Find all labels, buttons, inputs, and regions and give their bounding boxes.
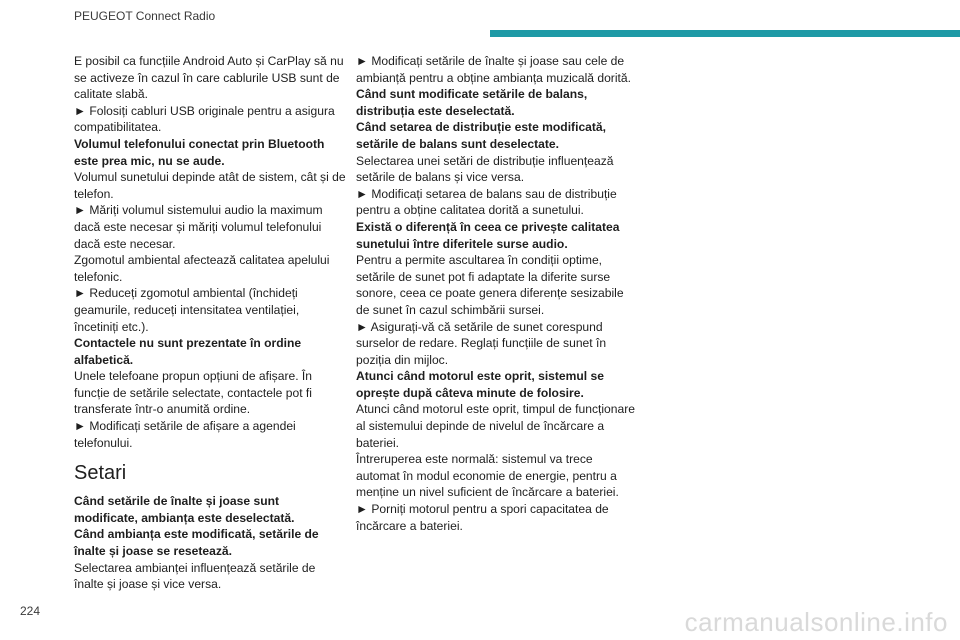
- question-heading: Când setările de înalte și joase sunt modificate, ambianța este deselectată.: [74, 494, 295, 525]
- paragraph: Selectarea unei setări de distribuție influențează setările de balans și vice versa.: [356, 153, 614, 185]
- section-heading: Setari: [74, 462, 127, 485]
- right-column-body: [356, 53, 636, 534]
- paragraph: Unele telefoane propun opțiuni de afișare. În funcție de setările selectate, contactele pot fi transferate într-o anumită ordine.: [74, 369, 313, 417]
- left-column-body: [74, 53, 346, 451]
- paragraph: E posibil ca funcțiile Android Auto și CarPlay să nu se activeze în cazul în care cablurile USB sunt de calitate slabă.: [74, 54, 344, 102]
- paragraph: Selectarea ambianței influențează setările de înalte și joase și vice versa.: [74, 560, 316, 592]
- instruction-bullet: ► Modificați setările de afișare a agendei telefonului.: [74, 418, 346, 451]
- question-heading: Când ambianța este modificată, setările de înalte și joase se resetează.: [74, 527, 319, 559]
- left-column: [74, 53, 346, 593]
- left-column-section-body: [74, 493, 346, 593]
- right-column: [356, 53, 636, 534]
- instruction-bullet: ► Asigurați-vă că setările de sunet corespund surselor de redare. Reglați funcțiile de sunet în poziția din mijloc.: [356, 319, 636, 369]
- question-heading: Există o diferență în ceea ce privește calitatea sunetului între diferitele surse audio.: [356, 219, 620, 251]
- instruction-bullet: ► Măriți volumul sistemului audio la maximum dacă este necesar și măriți volumul telefonului dacă este necesar.: [74, 202, 346, 252]
- instruction-bullet: ► Modificați setările de înalte și joase sau cele de ambianță pentru a obține ambianța muzicală dorită.: [356, 53, 636, 86]
- header-accent-bar: [490, 30, 960, 37]
- paragraph: Zgomotul ambiental afectează calitatea apelului telefonic.: [74, 253, 330, 284]
- question-heading: Atunci când motorul este oprit, sistemul se oprește după câteva minute de folosire.: [356, 369, 604, 400]
- instruction-bullet: ► Porniți motorul pentru a spori capacitatea de încărcare a bateriei.: [356, 501, 636, 534]
- question-heading: Când sunt modificate setările de balans, distribuția este deselectată.: [356, 87, 588, 118]
- paragraph: Volumul sunetului depinde atât de sistem, cât și de telefon.: [74, 170, 346, 201]
- question-heading: Volumul telefonului conectat prin Bluetooth este prea mic, nu se aude.: [74, 136, 325, 168]
- paragraph: Atunci când motorul este oprit, timpul de funcționare al sistemului depinde de nivelul de încărcare a bateriei.: [356, 402, 635, 450]
- paragraph: Pentru a permite ascultarea în condiții optime, setările de sunet pot fi adaptate la diferite surse sonore, ceea ce poate genera diferențe sesizabile de sunet în cazul schimbării sursei.: [356, 253, 624, 317]
- question-heading: Contactele nu sunt prezentate în ordine alfabetică.: [74, 336, 302, 367]
- question-heading: Când setarea de distribuție este modificată, setările de balans sunt deselectate.: [356, 120, 607, 151]
- instruction-bullet: ► Modificați setarea de balans sau de distribuție pentru a obține calitatea dorită a sunetului.: [356, 186, 636, 219]
- instruction-bullet: ► Reduceți zgomotul ambiental (închideți geamurile, reduceți intensitatea ventilației, încetiniți etc.).: [74, 285, 346, 335]
- header-title: PEUGEOT Connect Radio: [74, 9, 216, 23]
- instruction-bullet: ► Folosiți cabluri USB originale pentru a asigura compatibilitatea.: [74, 103, 346, 136]
- paragraph: Întreruperea este normală: sistemul va trece automat în modul economie de energie, pentru a menține un nivel suficient de încărcare a bateriei.: [356, 452, 619, 500]
- watermark-logo: carmanualsonline.info: [684, 607, 948, 637]
- page-number: 224: [20, 604, 41, 618]
